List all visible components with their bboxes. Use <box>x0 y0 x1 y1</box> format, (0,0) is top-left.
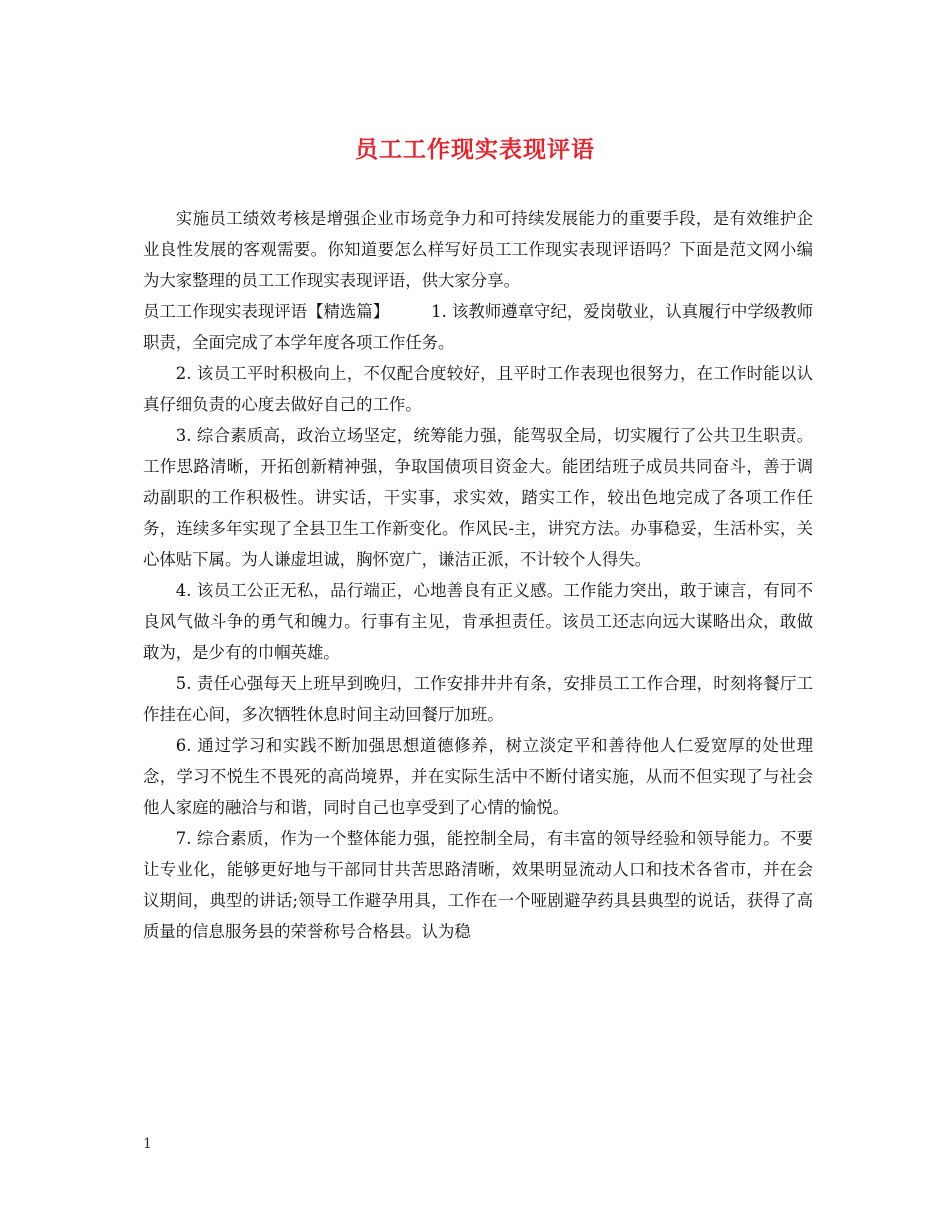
item-7: 7. 综合素质，作为一个整体能力强，能控制全局，有丰富的领导经验和领导能力。不要让专业化，能够更好地与干部同甘共苦思路清晰，效果明显流动人口和技术各省市，并在会议期间，典型的讲话;领导工作避孕用具，工作在一个哑剧避孕药具县典型的说话，获得了高质量的信息服务县的荣誉称号合格县。认为稳 <box>143 829 813 941</box>
item-1: 1. 该教师遵章守纪，爱岗敬业，认真履行中学级教师职责，全面完成了本学年度各项工作任务。 <box>143 302 813 352</box>
item-5: 5. 责任心强每天上班早到晚归，工作安排井井有条，安排员工工作合理，时刻将餐厅工作挂在心间，多次牺牲休息时间主动回餐厅加班。 <box>143 674 813 724</box>
intro-paragraph: 实施员工绩效考核是增强企业市场竞争力和可持续发展能力的重要手段，是有效维护企业良性发展的客观需要。你知道要怎么样写好员工工作现实表现评语吗？下面是范文网小编为大家整理的员工工作现实表现评语，供大家分享。 <box>143 209 813 290</box>
section-paragraph <box>143 296 813 358</box>
item-2: 2. 该员工平时积极向上，不仅配合度较好，且平时工作表现也很努力，在工作时能以认真仔细负责的心度去做好自己的工作。 <box>143 364 813 414</box>
section-heading: 员工工作现实表现评语【精选篇】 <box>143 302 390 321</box>
page-number: 1 <box>143 1136 152 1152</box>
item-4: 4. 该员工公正无私，品行端正，心地善良有正义感。工作能力突出，敢于谏言，有同不良风气做斗争的勇气和魄力。行事有主见，肯承担责任。该员工还志向远大谋略出众，敢做敢为，是少有的巾帼英雄。 <box>143 581 813 662</box>
item-3: 3. 综合素质高，政治立场坚定，统筹能力强，能驾驭全局，切实履行了公共卫生职责。工作思路清晰，开拓创新精神强，争取国债项目资金大。能团结班子成员共同奋斗，善于调动副职的工作积极性。讲实话，干实事，求实效，踏实工作，较出色地完成了各项工作任务，连续多年实现了全县卫生工作新变化。作风民-主，讲究方法。办事稳妥，生活朴实，关心体贴下属。为人谦虚坦诚，胸怀宽广，谦洁正派，不计较个人得失。 <box>143 426 813 569</box>
document-body <box>143 203 813 947</box>
document-title: 员工工作现实表现评语 <box>355 136 595 163</box>
item-6: 6. 通过学习和实践不断加强思想道德修养，树立淡定平和善待他人仁爱宽厚的处世理念，学习不悦生不畏死的高尚境界，并在实际生活中不断付诸实施，从而不但实现了与社会他人家庭的融洽与和谐，同时自己也享受到了心情的愉悦。 <box>143 736 813 817</box>
